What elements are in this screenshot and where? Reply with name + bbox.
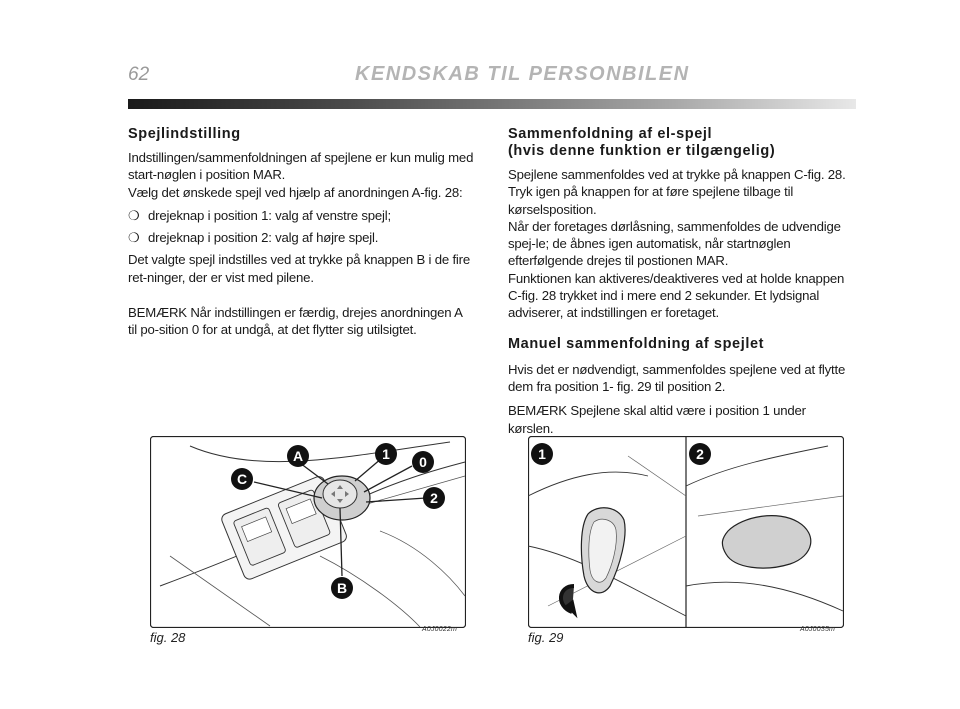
svg-text:A: A (292, 448, 304, 464)
note-paragraph: BEMÆRK Når indstillingen er færdig, drejes anordningen A til po-sition 0 for at undgå, at det flytter sig utilsigtet. (128, 305, 463, 338)
section-heading-mirror-adjustment: Spejlindstilling (128, 126, 241, 142)
figure-29-mirror-folding (528, 436, 844, 628)
bullet-icon: ❍ (128, 230, 140, 246)
list-item-text: drejeknap i position 1: valg af venstre spejl; (148, 207, 391, 223)
running-head: KENDSKAB TIL PERSONBILEN (355, 63, 690, 85)
svg-text:0: 0 (419, 454, 427, 470)
callout-b (331, 577, 353, 599)
paragraph: Når der foretages dørlåsning, sammenfoldes de udvendige spej-le; de åbnes igen automatisk, når startnøglen efterfølgende drejes til postionen MAR. (508, 218, 841, 269)
paragraph: Spejlene sammenfoldes ved at trykke på knappen C-fig. 28. Tryk igen på knappen for at føre spejlene tilbage til kørselsposition. (508, 167, 846, 217)
heading-line: (hvis denne funktion er tilgængelig) (508, 143, 776, 159)
section-heading-manual-folding: Manuel sammenfoldning af spejlet (508, 335, 765, 352)
svg-text:B: B (336, 580, 348, 596)
figure-29-code: A0J0035m (800, 626, 836, 633)
mirror-control-illustration (150, 436, 466, 628)
svg-text:1: 1 (538, 446, 546, 462)
mirror-folding-illustration (528, 436, 844, 628)
page-number: 62 (128, 64, 150, 85)
joystick-button (323, 480, 357, 508)
list-item-text: drejeknap i position 2: valg af højre spejl. (148, 230, 379, 246)
left-column (128, 126, 474, 345)
paragraph: Funktionen kan aktiveres/deaktiveres ved at holde knappen C-fig. 28 trykket ind i mere end 2 sekunder. Et lydsignal adviserer, at indstillingen er foretaget. (508, 270, 845, 321)
callout-c (231, 468, 253, 490)
header-rule (128, 99, 856, 109)
callout-a (287, 445, 309, 467)
paragraph: Det valgte spejl indstilles ved at trykke på knappen B i de fire ret-ninger, der er vist med pilene. (128, 252, 470, 285)
svg-text:2: 2 (696, 446, 704, 462)
note-paragraph: BEMÆRK Spejlene skal altid være i position 1 under kørslen. (508, 403, 806, 436)
right-column (508, 126, 854, 443)
bullet-icon: ❍ (128, 207, 140, 223)
paragraph: Vælg det ønskede spejl ved hjælp af anordningen A-fig. 28: (128, 184, 463, 200)
callout-position-1 (531, 443, 553, 465)
callout-0 (412, 451, 434, 473)
callout-1 (375, 443, 397, 465)
figure-28-code: A0J0022m (422, 626, 458, 633)
figure-28-caption: fig. 28 (150, 630, 186, 645)
figure-28-mirror-control (150, 436, 466, 628)
svg-text:2: 2 (430, 490, 438, 506)
section-heading-folding (508, 126, 854, 160)
heading-line: Sammenfoldning af el-spejl (508, 126, 713, 142)
svg-text:C: C (236, 471, 248, 487)
svg-text:1: 1 (382, 446, 390, 462)
list-item (128, 207, 474, 224)
paragraph: Hvis det er nødvendigt, sammenfoldes spejlene ved at flytte dem fra position 1- fig. 29 til position 2. (508, 361, 846, 394)
rotate-arrow-icon (561, 586, 574, 612)
paragraph: Indstillingen/sammenfoldningen af spejlene er kun mulig med start-nøglen i position MAR. (128, 150, 474, 183)
callout-2 (423, 487, 445, 509)
figure-29-caption: fig. 29 (528, 630, 564, 645)
list-item (128, 229, 474, 246)
callout-position-2 (689, 443, 711, 465)
